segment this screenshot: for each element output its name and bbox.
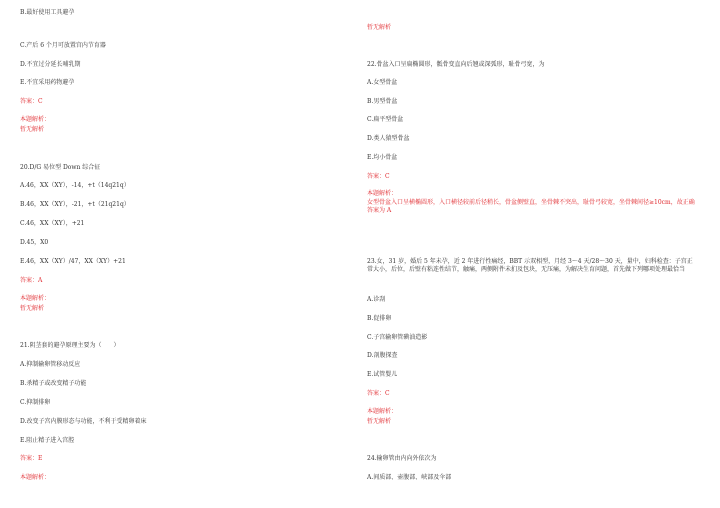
q21-question: 21.阴茎套的避孕原理主要为（ ） (20, 342, 120, 349)
q22-option-b: B.男型骨盆 (367, 98, 398, 105)
q22-analysis-text: 女型骨盆入口呈横椭圆形，入口横径较前后径稍长，骨盆侧壁直，坐骨棘不突出，耻骨弓较宽，坐骨棘间径≥10cm，故正确答案为 A (367, 199, 695, 214)
q22-option-a: A.女型骨盆 (367, 79, 398, 86)
q21-analysis-label: 本题解析： (20, 474, 51, 481)
q21-option-c: C.抑制排卵 (20, 399, 51, 406)
q20-option-b: B.46，XX（XY），-21，+t（21q21q） (20, 201, 130, 208)
q22-option-c: C.扁平型骨盆 (367, 116, 404, 123)
q19-option-c: C.产后 6 个月可放置宫内节育器 (20, 42, 106, 49)
q20-option-e: E.46，XX（XY）/47，XX（XY）+21 (20, 258, 126, 265)
q20-analysis-label: 本题解析： (20, 295, 51, 302)
q20-option-c: C.46，XX（XY），+21 (20, 220, 85, 227)
q19-option-d: D.不宜过分延长哺乳期 (20, 61, 81, 68)
q22-option-e: E.均小骨盆 (367, 154, 398, 161)
q21-option-b: B.杀精子或改变精子功能 (20, 380, 87, 387)
q20-option-d: D.45，X0 (20, 239, 49, 246)
q21-option-a: A.抑制输卵管移动反应 (20, 361, 81, 368)
q23-analysis-label: 本题解析： (367, 408, 398, 415)
q19-analysis-label: 本题解析： (20, 116, 51, 123)
q23-option-c: C.子宫输卵管碘油造影 (367, 334, 428, 341)
q20-analysis-none: 暂无解析 (20, 305, 45, 312)
q20-answer: 答案：A (20, 277, 43, 284)
q21-answer: 答案：E (20, 455, 43, 462)
q20-option-a: A.46，XX（XY），-14，+t（14q21q） (20, 182, 130, 189)
q22-question: 22.骨盆入口呈扁椭圆形，骶骨变直向后翘或深弧形，耻骨弓宽，为 (367, 61, 545, 68)
q19-option-e: E.不宜采用药物避孕 (20, 79, 75, 86)
q19-answer: 答案：C (20, 98, 43, 105)
q21-option-d: D.改变子宫内膜形态与功能，不利于受精卵着床 (20, 418, 147, 425)
top-analysis-none: 暂无解析 (367, 24, 392, 31)
q24-option-a: A.间质部、壶腹部、峡部及伞部 (367, 474, 452, 481)
q23-analysis-none: 暂无解析 (367, 418, 392, 425)
q19-analysis-none: 暂无解析 (20, 126, 45, 133)
q22-answer: 答案：C (367, 173, 390, 180)
q23-answer: 答案：C (367, 390, 390, 397)
q24-question: 24.输卵管由内向外依次为 (367, 455, 437, 462)
q23-option-a: A.诊刮 (367, 296, 386, 303)
q22-option-d: D.类人猿型骨盆 (367, 135, 410, 142)
q23-option-e: E.试管婴儿 (367, 371, 398, 378)
q22-analysis-label: 本题解析： (367, 190, 398, 197)
q19-option-b: B.最好使用工具避孕 (20, 9, 75, 16)
q20-question: 20.D/G 易位型 Down 综合征 (20, 164, 101, 171)
q21-option-e: E.阻止精子进入宫腔 (20, 437, 75, 444)
q23-option-d: D.剖腹探查 (367, 352, 398, 359)
q23-question: 23.女，31 岁，婚后 5 年未孕，近 2 年进行性痛经，BBT 示双相型，月经 3～4 天/28～30 天，量中，妇科检查：子宫正常大小，后位，后壁有粘连性结节，触痛，两侧附件未扪及包块，无压痛，为解决生育问题，首先做下列哪项处理最恰当 (367, 258, 693, 273)
q23-option-b: B.促排卵 (367, 315, 392, 322)
